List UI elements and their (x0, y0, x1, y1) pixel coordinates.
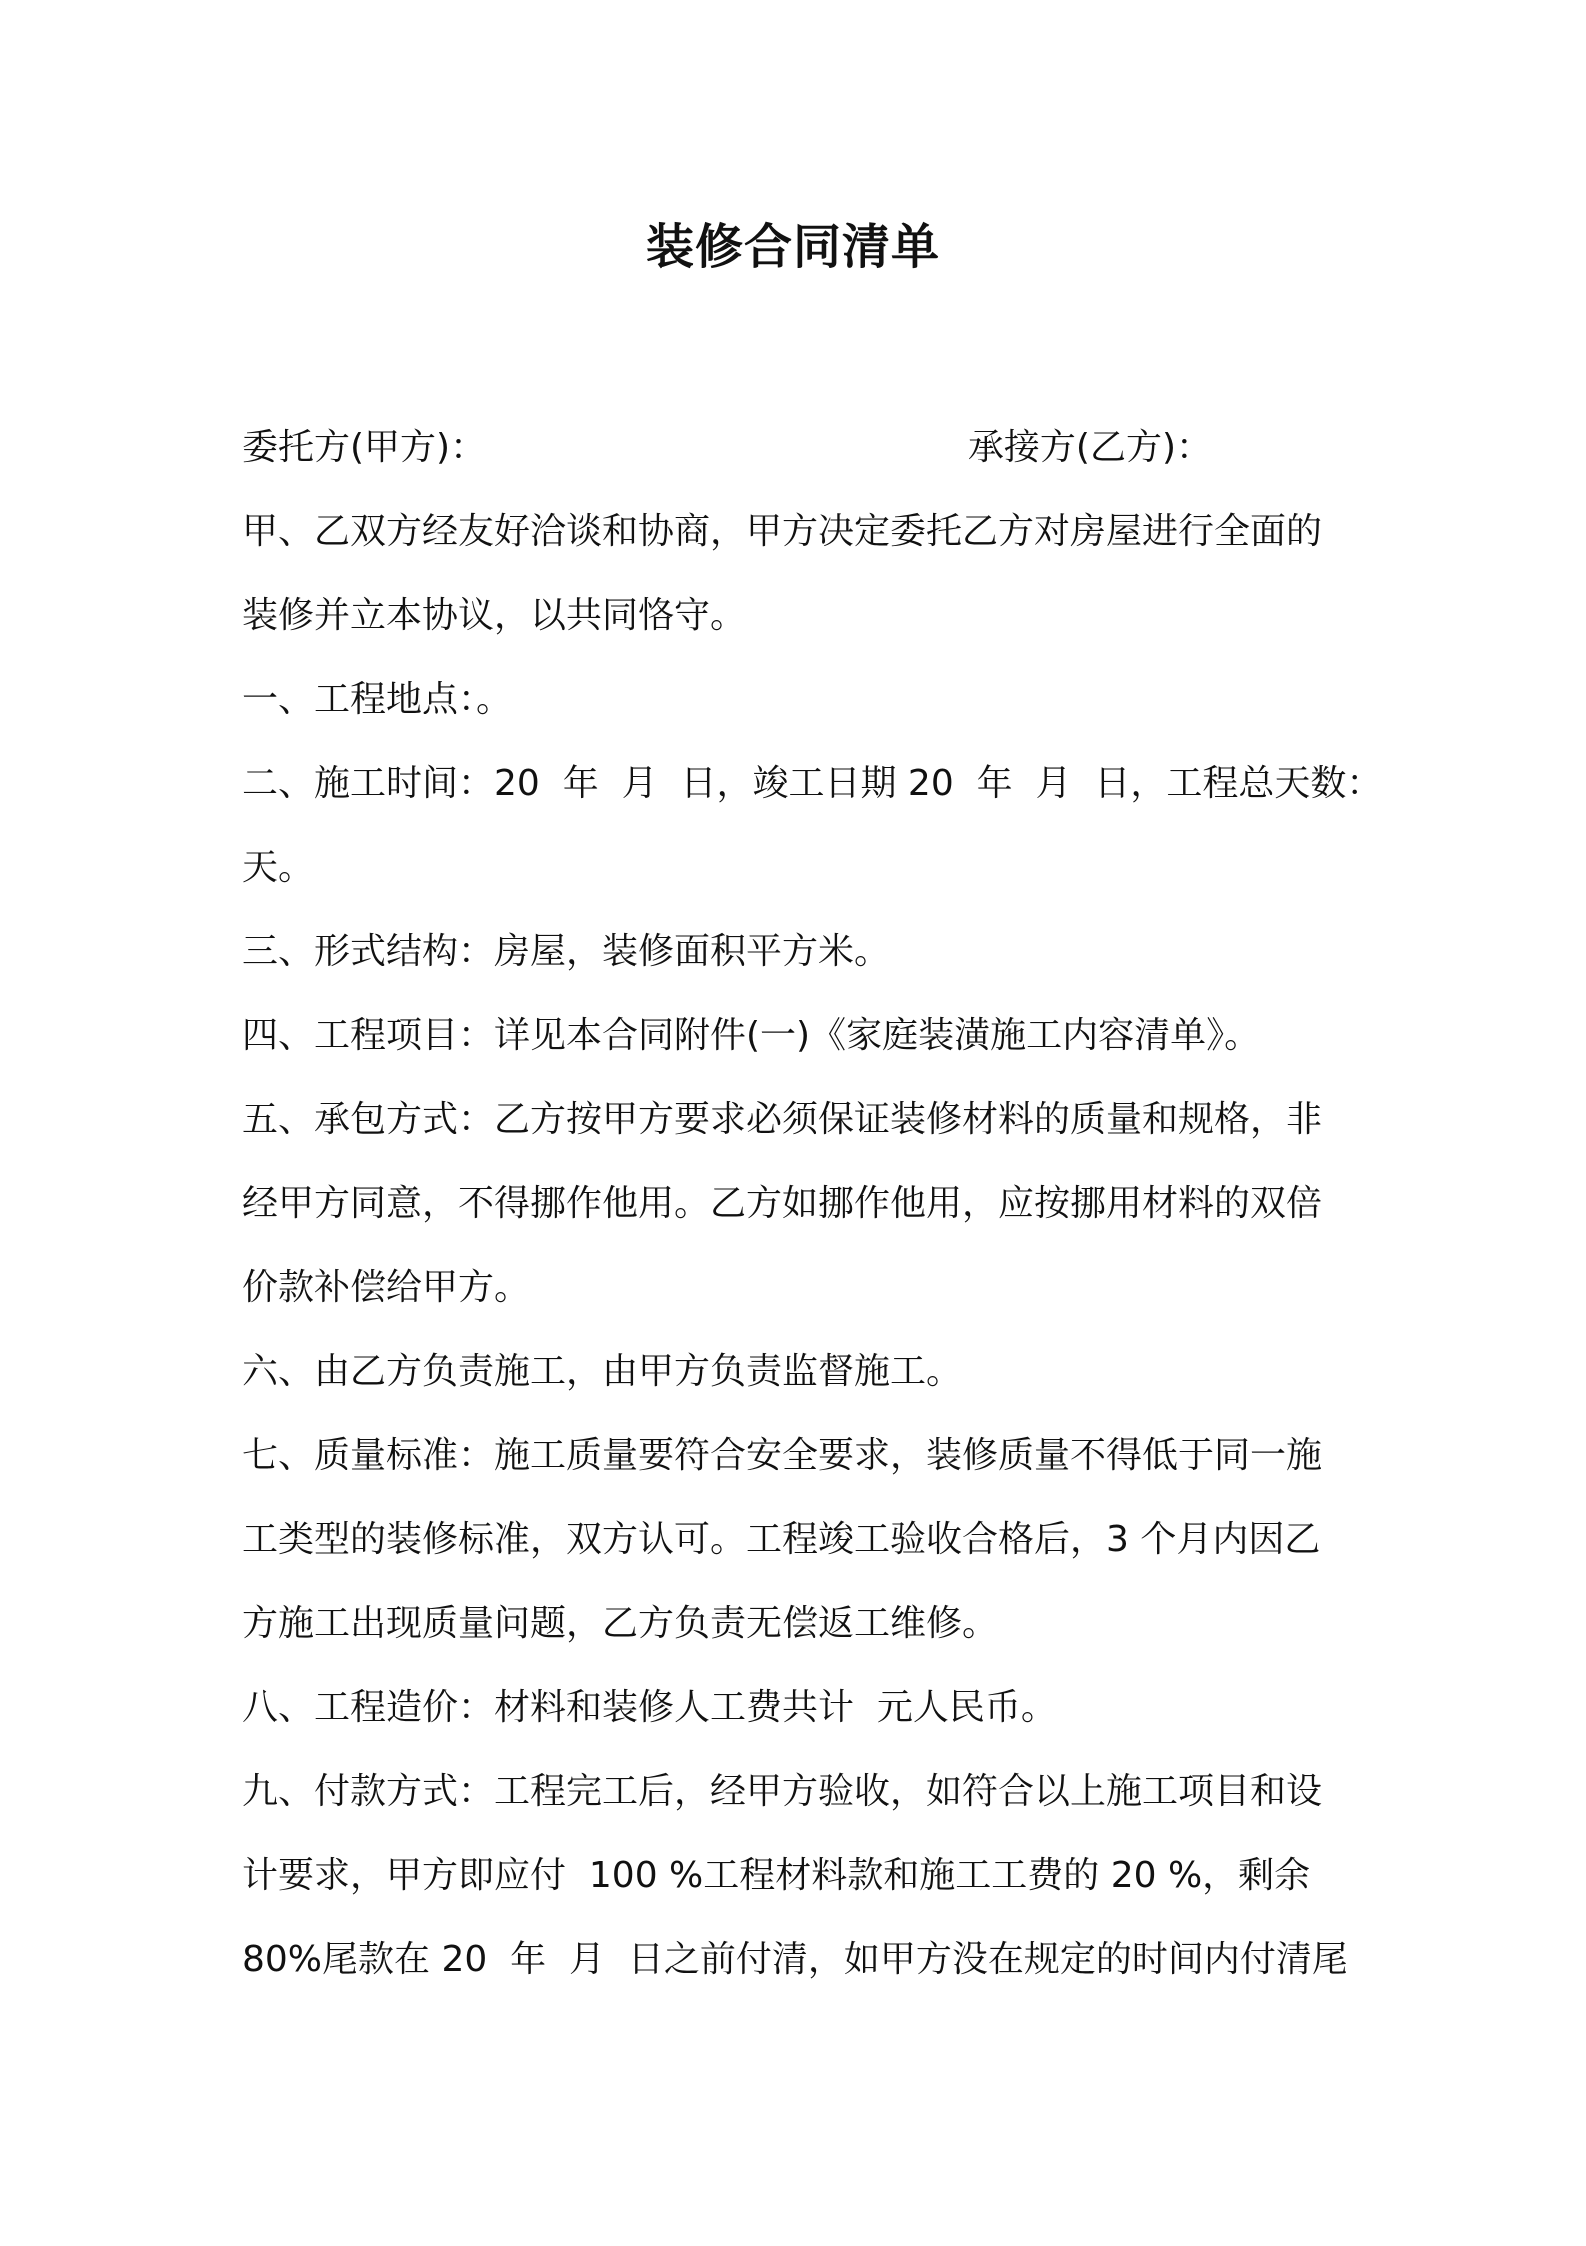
contract-line: 三、形式结构：房屋，装修面积平方米。 (242, 931, 891, 972)
contract-line: 80%尾款在 20 年 月 日之前付清，如甲方没在规定的时间内付清尾 (242, 1939, 1348, 1980)
parties-row (242, 406, 1352, 490)
contract-line: 五、承包方式：乙方按甲方要求必须保证装修材料的质量和规格，非 (242, 1099, 1323, 1140)
contract-line: 二、施工时间：20 年 月 日，竣工日期 20 年 月 日，工程总天数： (242, 763, 1383, 804)
contract-line: 价款补偿给甲方。 (242, 1267, 531, 1308)
contract-line: 九、付款方式：工程完工后，经甲方验收，如符合以上施工项目和设 (242, 1771, 1323, 1812)
contract-line: 装修并立本协议，以共同恪守。 (242, 595, 747, 636)
contract-line: 一、工程地点：。 (242, 679, 513, 720)
party-a-label: 委托方(甲方)： (242, 427, 487, 468)
contract-line: 经甲方同意，不得挪作他用。乙方如挪作他用，应按挪用材料的双倍 (242, 1183, 1323, 1224)
contract-line: 七、质量标准：施工质量要符合安全要求，装修质量不得低于同一施 (242, 1435, 1323, 1476)
contract-line: 四、工程项目：详见本合同附件(一)《家庭装潢施工内容清单》。 (242, 1015, 1261, 1056)
contract-line: 天。 (242, 847, 315, 888)
contract-body (242, 406, 1383, 2002)
contract-line: 甲、乙双方经友好洽谈和协商，甲方决定委托乙方对房屋进行全面的 (242, 511, 1323, 552)
contract-line: 计要求，甲方即应付 100 %工程材料款和施工工费的 20 %，剩余 (242, 1855, 1311, 1896)
contract-line: 工类型的装修标准，双方认可。工程竣工验收合格后，3 个月内因乙 (242, 1519, 1321, 1560)
contract-line: 六、由乙方负责施工，由甲方负责监督施工。 (242, 1351, 963, 1392)
party-b-label: 承接方(乙方)： (967, 427, 1212, 468)
contract-line: 方施工出现质量问题，乙方负责无偿返工维修。 (242, 1603, 999, 1644)
document-title: 装修合同清单 (645, 219, 940, 275)
contract-line: 八、工程造价：材料和装修人工费共计 元人民币。 (242, 1687, 1057, 1728)
